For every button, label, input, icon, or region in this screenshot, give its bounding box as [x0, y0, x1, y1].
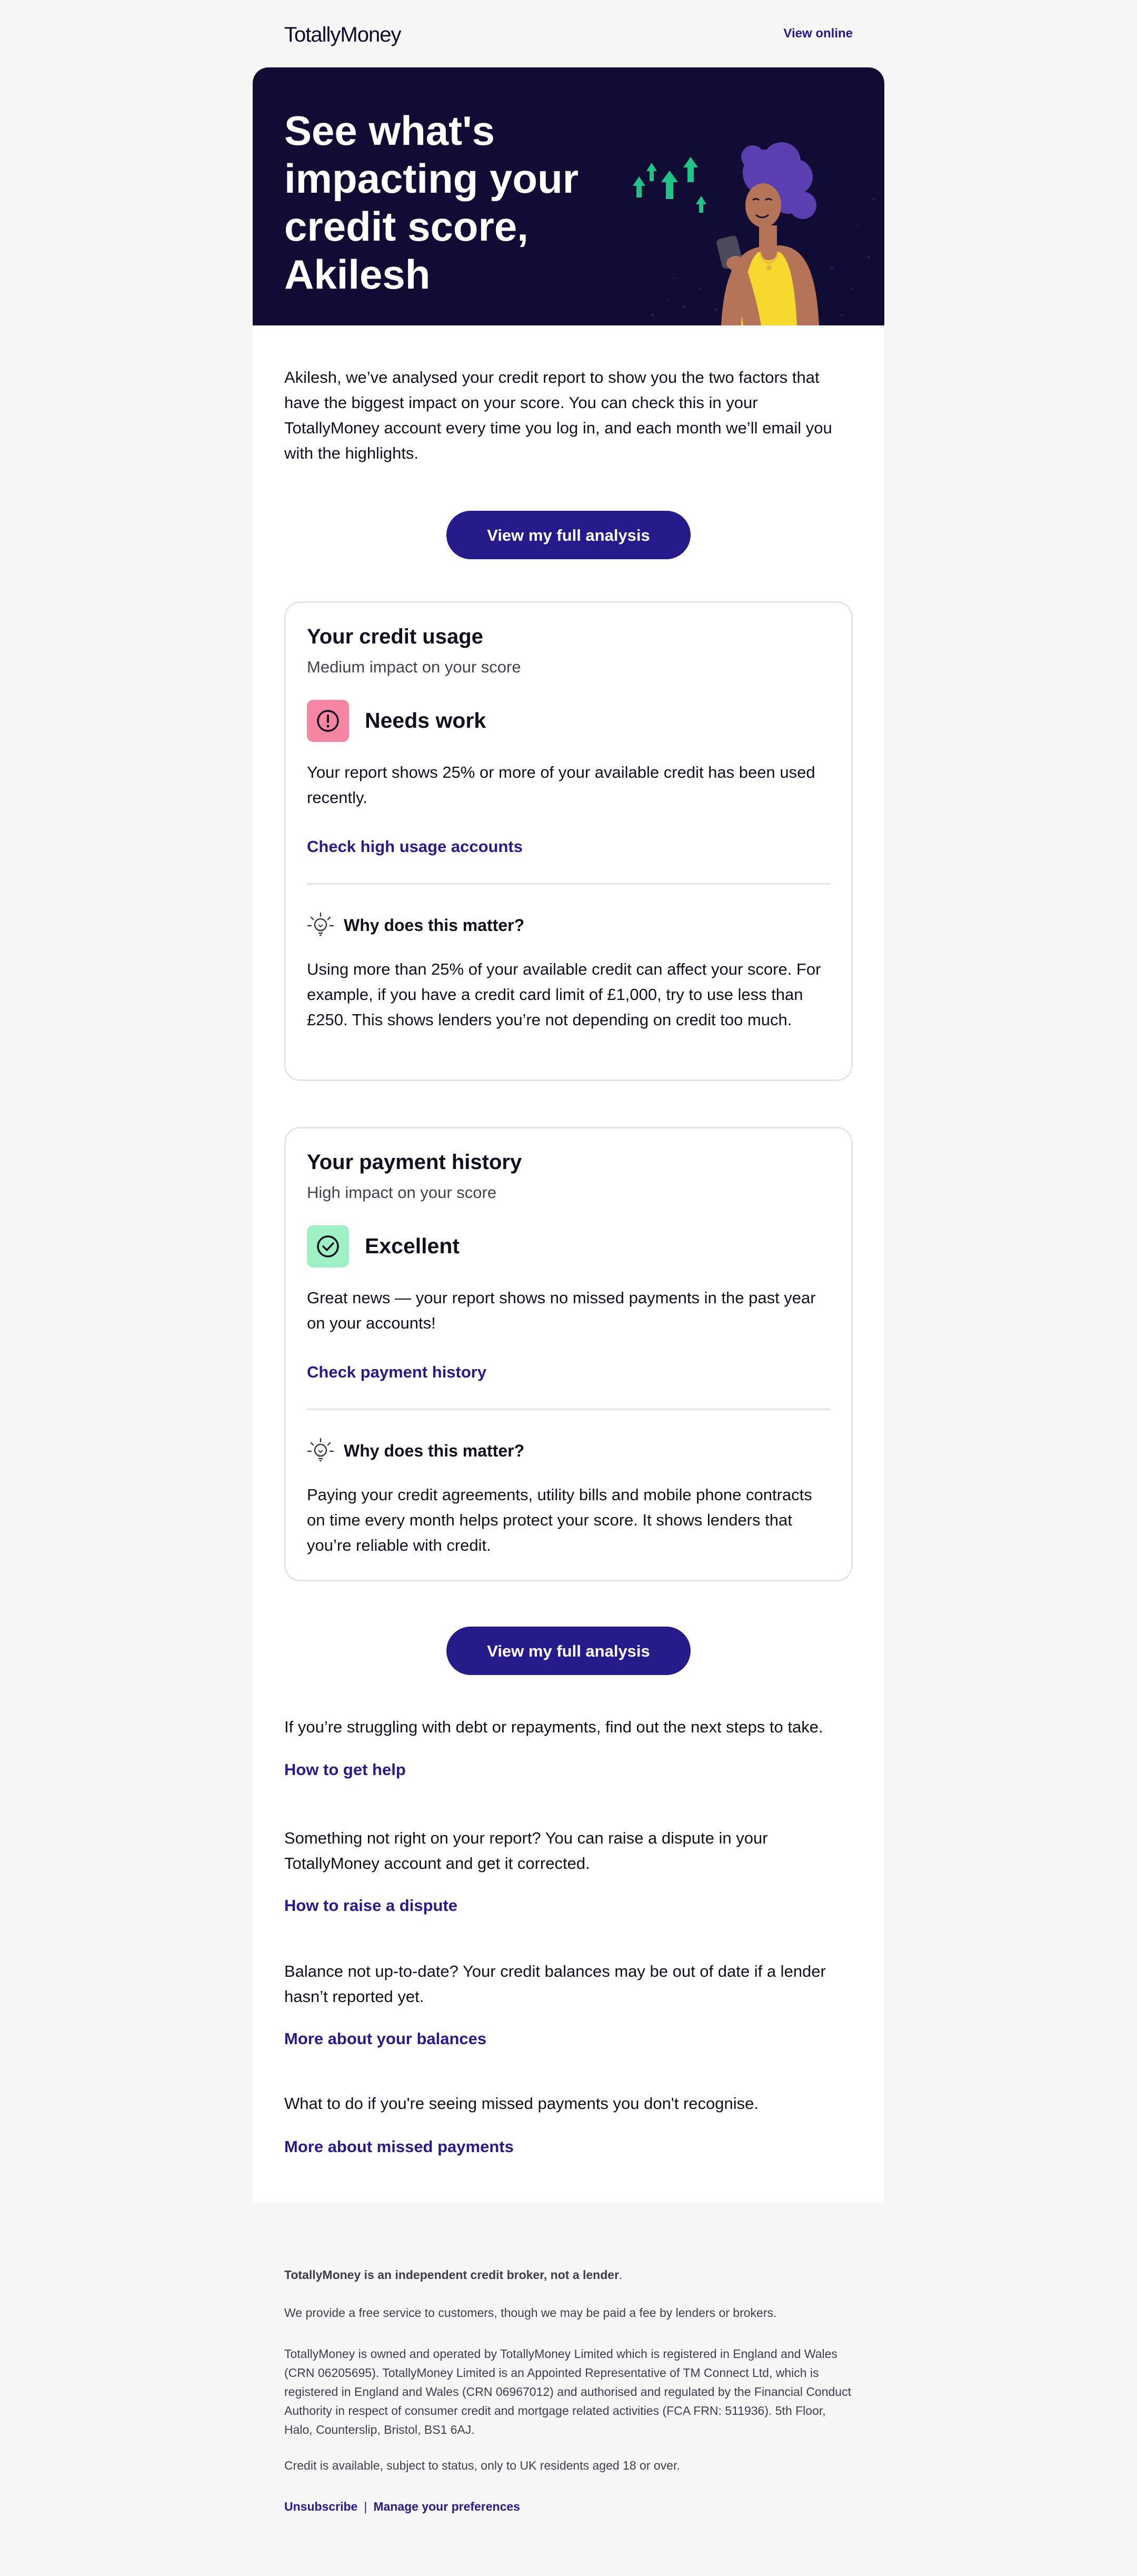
- hero-banner: [253, 67, 884, 325]
- link-separator: |: [364, 2500, 367, 2513]
- top-bar: [284, 16, 853, 58]
- availability-text: Credit is available, subject to status, only to UK residents aged 18 or over.: [284, 2459, 680, 2472]
- card-subtitle: Medium impact on your score: [307, 658, 521, 676]
- arrow-up-icon: [633, 157, 706, 213]
- balances-text: Balance not up-to-date? Your credit balances may be out of date if a lender hasn’t reported yet.: [284, 1962, 826, 2006]
- missed-payments-link[interactable]: More about missed payments: [284, 2137, 514, 2156]
- card-subtitle: High impact on your score: [307, 1183, 497, 1202]
- why-title: Why does this matter?: [344, 916, 525, 935]
- lightbulb-icon: [307, 1436, 334, 1464]
- balances-link[interactable]: More about your balances: [284, 2029, 487, 2048]
- missed-payments-text: What to do if you're seeing missed payments you don't recognise.: [284, 2094, 759, 2113]
- raise-dispute-link[interactable]: How to raise a dispute: [284, 1896, 458, 1915]
- free-service-text: We provide a free service to customers, though we may be paid a fee by lenders or brokers.: [284, 2306, 777, 2320]
- why-text: Using more than 25% of your available credit can affect your score. For example, if you have a credit card limit of £1,000, try to use less than £250. This shows lenders you’re not depending on credit too much.: [307, 960, 821, 1029]
- check-icon: [307, 1225, 349, 1267]
- view-analysis-button[interactable]: View my full analysis: [446, 511, 691, 559]
- card-description: Your report shows 25% or more of your available credit has been used recently.: [307, 763, 815, 807]
- payment-history-card: [284, 1127, 853, 1581]
- footer: [284, 2265, 853, 2529]
- broker-statement-bold: TotallyMoney is an independent credit broker, not a lender: [284, 2268, 620, 2282]
- hero-title: [284, 107, 600, 299]
- hero-title-line: credit score,: [284, 203, 528, 250]
- card-description: Great news — your report shows no missed payments in the past year on your accounts!: [307, 1289, 816, 1332]
- status-label: Needs work: [365, 708, 486, 732]
- manage-preferences-link[interactable]: Manage your preferences: [373, 2500, 520, 2513]
- hero-title-line: impacting your: [284, 155, 579, 202]
- view-online-link[interactable]: View online: [783, 26, 853, 41]
- hero-title-line: See what's: [284, 107, 495, 154]
- check-payment-history-link[interactable]: Check payment history: [307, 1363, 487, 1381]
- footer-links: [284, 2497, 520, 2516]
- person-illustration: [716, 142, 819, 325]
- how-to-get-help-link[interactable]: How to get help: [284, 1760, 406, 1779]
- why-title: Why does this matter?: [344, 1441, 525, 1460]
- divider: [307, 883, 830, 885]
- view-analysis-button[interactable]: View my full analysis: [446, 1627, 691, 1675]
- unsubscribe-link[interactable]: Unsubscribe: [284, 2500, 358, 2513]
- help-text: If you’re struggling with debt or repayments, find out the next steps to take.: [284, 1718, 823, 1736]
- lightbulb-icon: [307, 911, 334, 938]
- card-title: Your payment history: [307, 1151, 522, 1174]
- credit-usage-card: [284, 601, 853, 1081]
- intro-text: Akilesh, we’ve analysed your credit report to show you the two factors that have the biggest impact on your score. You can check this in your TotallyMoney account every time you log in, and each month we’ll email you with the highlights.: [284, 368, 832, 462]
- dispute-text: Something not right on your report? You can raise a dispute in your TotallyMoney account and get it corrected.: [284, 1829, 768, 1872]
- status-label: Excellent: [365, 1234, 460, 1258]
- broker-statement-end: .: [619, 2268, 623, 2282]
- ownership-text: TotallyMoney is owned and operated by TotallyMoney Limited which is registered in England and Wales (CRN 06205695). TotallyMoney Limited is an Appointed Representative of TM Connect Ltd, which is registered in England and Wales (CRN 06967012) and authorised and regulated by the Financial Conduct Authority in respect of consumer credit and mortgage related activities (FCA FRN: 511936). 5th Floor, Halo, Counterslip, Bristol, BS1 6AJ.: [284, 2347, 851, 2436]
- hero-title-line: Akilesh: [284, 251, 431, 298]
- check-high-usage-link[interactable]: Check high usage accounts: [307, 837, 523, 856]
- hero-illustration: [621, 67, 884, 325]
- content-panel: [253, 325, 884, 2203]
- divider: [307, 1409, 830, 1410]
- exclamation-icon: [307, 700, 349, 742]
- why-text: Paying your credit agreements, utility bills and mobile phone contracts on time every month helps protect your score. It shows lenders that you’re reliable with credit.: [307, 1485, 812, 1554]
- broker-statement: [284, 2265, 853, 2284]
- logo[interactable]: TotallyMoney: [284, 23, 401, 46]
- card-title: Your credit usage: [307, 625, 483, 648]
